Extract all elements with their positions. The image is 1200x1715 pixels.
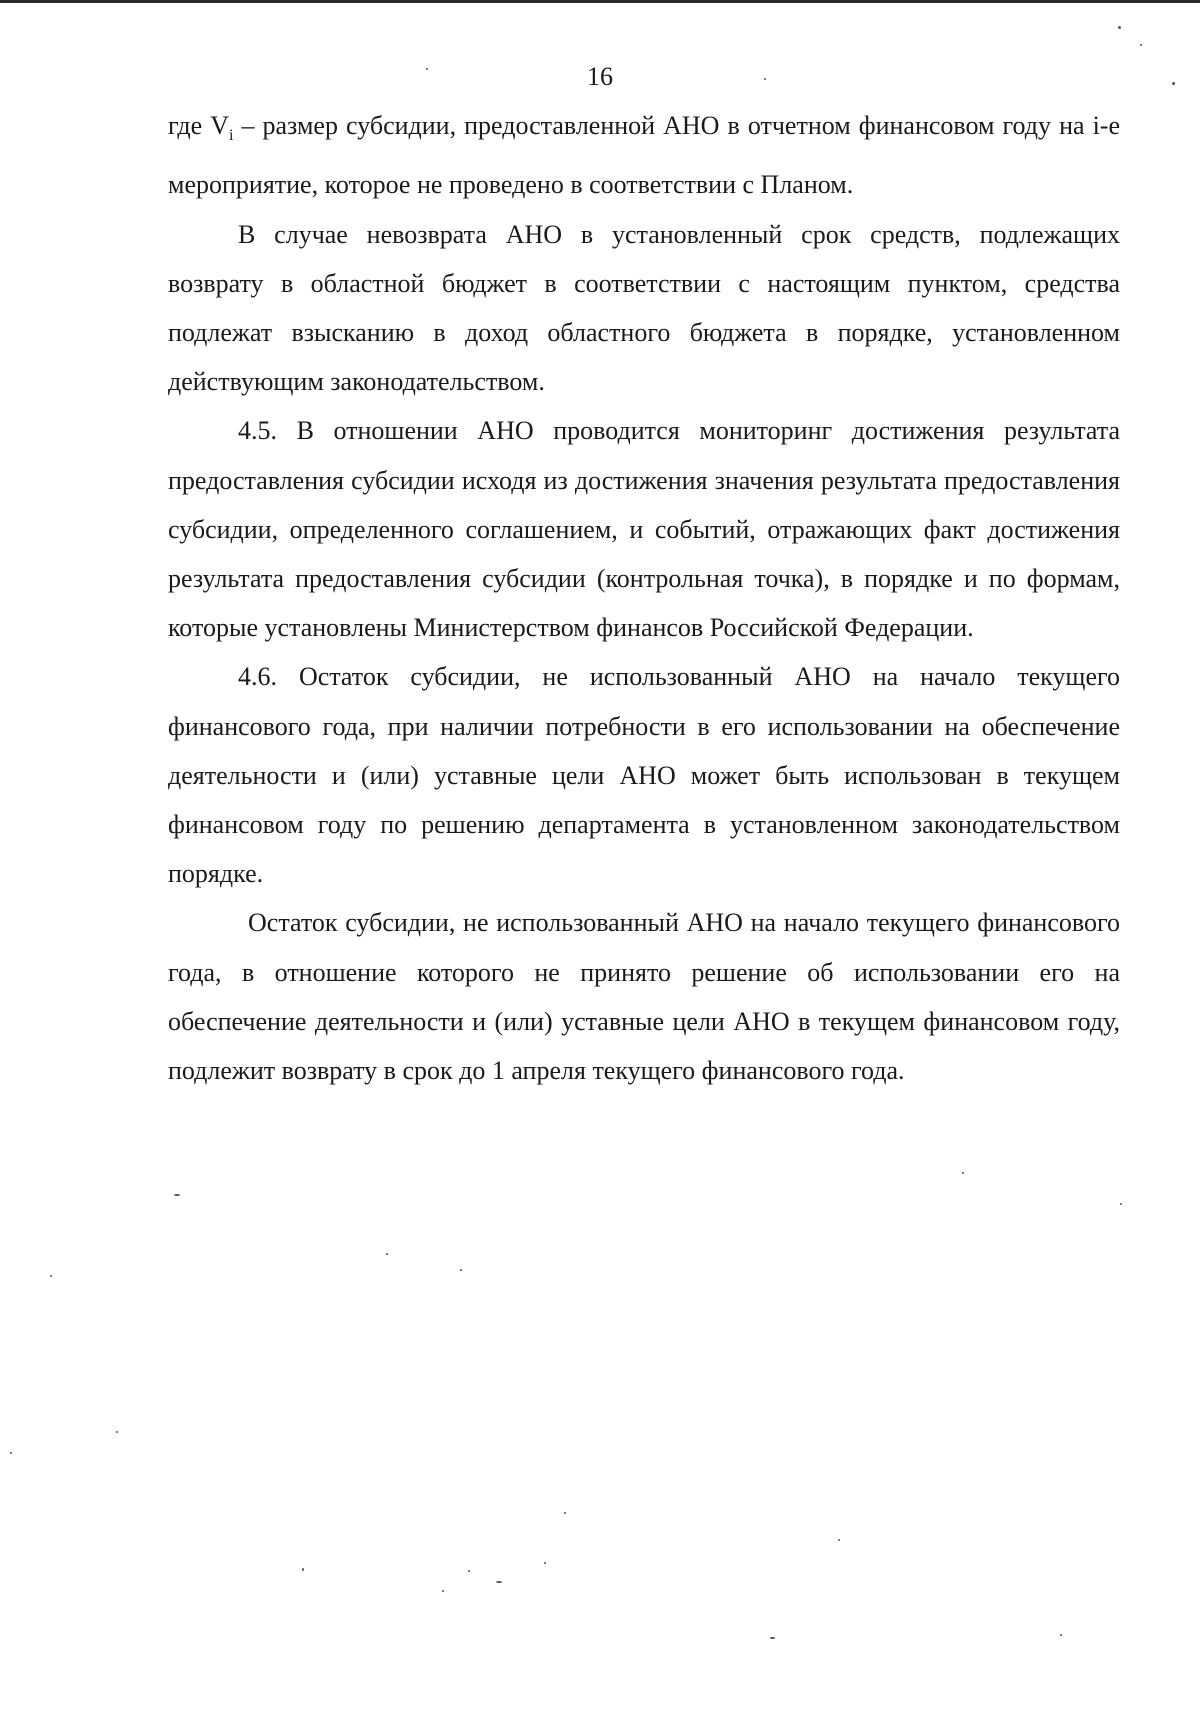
paragraph-continuation [168, 101, 1120, 210]
scan-speck [764, 78, 766, 80]
scan-speck [426, 68, 428, 70]
scan-speck [10, 1452, 12, 1454]
scan-speck [302, 1568, 304, 1571]
scan-speck [770, 1637, 775, 1639]
document-body [168, 101, 1120, 1095]
scan-speck [116, 1431, 118, 1433]
paragraph-remainder-return: Остаток субсидии, не использованный АНО на начало текущего финансового года, в отношение которого не принято решение об использовании его на обеспечение деятельности и (или) уставные цели АНО в текущем финансовом году, подлежит возврату в срок до 1 апреля текущего финансового года. [168, 908, 1120, 1086]
scan-speck [442, 1590, 444, 1592]
scan-speck [496, 1581, 502, 1583]
scan-speck [544, 1562, 546, 1564]
page-number: 16 [587, 62, 613, 91]
scan-speck [1172, 82, 1175, 85]
paragraph-clause-4-6: 4.6. Остаток субсидии, не использованный АНО на начало текущего финансового года, при наличии потребности в его использовании на обеспечение деятельности и (или) уставные цели АНО может быть использован в текущем финансовом году по решению департамента в установленном законодательством порядке. [168, 662, 1120, 889]
text-after-symbol: – размер субсидии, предоставленной АНО в отчетном финансовом году на i-е мероприятие, которое не проведено в соответствии с Планом. [168, 111, 1120, 200]
scan-edge-line [0, 0, 1200, 3]
scan-speck [1120, 1203, 1122, 1205]
paragraph-non-return: В случае невозврата АНО в установленный срок средств, подлежащих возврату в областной бюджет в соответствии с настоящим пунктом, средства подлежат взысканию в доход областного бюджета в порядке, установленном действующим законодательством. [168, 219, 1120, 397]
scan-speck [838, 1539, 840, 1541]
scan-speck [460, 1269, 462, 1271]
scan-speck [386, 1253, 388, 1255]
scan-speck [50, 1275, 52, 1277]
subsidy-symbol-subscript: i [228, 127, 234, 145]
scan-speck [1118, 26, 1121, 29]
scan-speck [174, 1194, 180, 1196]
scan-speck [468, 1570, 470, 1572]
scan-speck [1060, 1634, 1062, 1636]
subsidy-symbol: V [210, 111, 229, 140]
scan-speck [1140, 44, 1142, 46]
scan-speck [962, 1172, 964, 1174]
text-before-symbol: где [168, 111, 211, 140]
paragraph-clause-4-5: 4.5. В отношении АНО проводится мониторинг достижения результата предоставления субсидии исходя из достижения значения результата предоставления субсидии, определенного соглашением, и событий, отражающих факт достижения результата предоставления субсидии (контрольная точка), в порядке и по формам, которые установлены Министерством финансов Российской Федерации. [168, 416, 1120, 643]
scan-speck [564, 1512, 566, 1514]
